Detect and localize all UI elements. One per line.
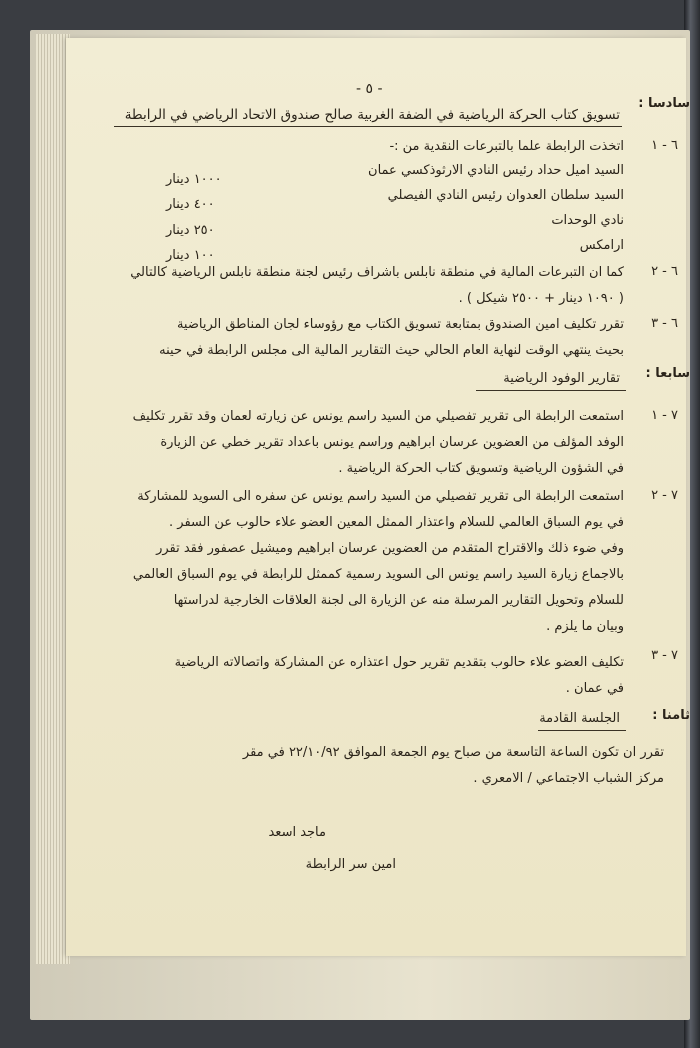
- item-7-1-line-1: استمعت الرابطة الى تقرير تفصيلي من السيد راسم يونس عن زيارته لعمان وقد تقرر تكليف: [132, 409, 624, 424]
- item-7-2-line-1: استمعت الرابطة الى تقرير تفصيلي من السيد راسم يونس عن سفره الى السويد للمشاركة: [137, 489, 624, 504]
- item-6-1-number: ٦ - ١: [651, 138, 678, 153]
- document-page: [66, 38, 690, 956]
- signature-name: ماجد اسعد: [268, 825, 326, 840]
- signature-title: امين سر الرابطة: [305, 857, 396, 872]
- item-7-1-line-2: الوفد المؤلف من العضوين عرسان ابراهيم وراسم يونس باعداد تقرير خطي عن الزيارة: [160, 435, 624, 450]
- item-7-3-number: ٧ - ٣: [651, 648, 678, 663]
- section8-title-underline: [538, 730, 626, 731]
- page-edges: [36, 34, 70, 964]
- donation-amount-2: ٤٠٠ دينار: [166, 197, 215, 212]
- donation-amount-1: ١٠٠٠ دينار: [166, 172, 222, 187]
- item-6-3-number: ٦ - ٣: [651, 316, 678, 331]
- section6-label: سادسا :: [638, 96, 690, 111]
- item-6-2-line-1: كما ان التبرعات المالية في منطقة نابلس باشراف رئيس لجنة منطقة نابلس الرياضية كالتالي: [130, 265, 624, 280]
- item-7-2-line-5: للسلام وتحويل التقارير المرسلة منه عن الزيارة الى لجنة العلاقات الخارجية لدراستها: [173, 593, 624, 608]
- item-6-2-line-2: ( ١٠٩٠ دينار + ٢٥٠٠ شيكل ) .: [458, 291, 624, 306]
- item-6-2-number: ٦ - ٢: [651, 264, 678, 279]
- section7-label: سابعا :: [645, 366, 690, 381]
- donor-line-3: نادي الوحدات: [551, 213, 624, 228]
- item-7-1-line-3: في الشؤون الرياضية وتسويق كتاب الحركة الرياضية .: [338, 461, 624, 476]
- item-7-3-line-1: تكليف العضو علاء حالوب بتقديم تقرير حول اعتذاره عن المشاركة واتصالاته الرياضية: [174, 655, 624, 670]
- item-7-2-line-2: في يوم السباق العالمي للسلام واعتذار الممثل المعين العضو علاء حالوب عن السفر .: [169, 515, 624, 530]
- section8-title: الجلسة القادمة: [539, 711, 620, 726]
- item-6-1-line-1: اتخذت الرابطة علما بالتبرعات النقدية من :-: [389, 139, 624, 154]
- item-7-2-line-3: وفي ضوء ذلك والاقتراح المتقدم من العضوين عرسان ابراهيم وميشيل عصفور فقد تقرر: [156, 541, 624, 556]
- item-7-2-number: ٧ - ٢: [651, 488, 678, 503]
- item-7-1-number: ٧ - ١: [651, 408, 678, 423]
- item-7-2-line-6: وبيان ما يلزم .: [546, 619, 624, 634]
- item-6-3-line-2: بحيث ينتهي الوقت لنهاية العام الحالي حيث التقارير المالية الى مجلس الرابطة في حينه: [159, 343, 624, 358]
- donation-amount-4: ١٠٠ دينار: [166, 248, 215, 263]
- donor-line-1: السيد اميل حداد رئيس النادي الارثوذكسي عمان: [368, 163, 624, 178]
- donor-line-4: ارامكس: [579, 238, 624, 253]
- section6-title-underline: [114, 126, 622, 127]
- donation-amount-3: ٢٥٠ دينار: [166, 223, 215, 238]
- section6-title: تسويق كتاب الحركة الرياضية في الضفة الغربية صالح صندوق الاتحاد الرياضي في الرابطة: [124, 107, 620, 123]
- section7-title-underline: [476, 390, 626, 391]
- section8-line-1: تقرر ان تكون الساعة التاسعة من صباح يوم الجمعة الموافق ٢٢/١٠/٩٢ في مقر: [242, 745, 664, 760]
- item-7-2-line-4: بالاجماع زيارة السيد راسم يونس الى السويد رسمية كممثل للرابطة في يوم السباق العالمي: [132, 567, 624, 582]
- page-number: - ٥ -: [356, 81, 383, 97]
- item-6-3-line-1: تقرر تكليف امين الصندوق بمتابعة تسويق الكتاب مع رؤوساء لجان المناطق الرياضية: [176, 317, 624, 332]
- section8-line-2: مركز الشباب الاجتماعي / الامعري .: [473, 771, 664, 786]
- item-7-3-line-2: في عمان .: [565, 681, 624, 696]
- section7-title: تقارير الوفود الرياضية: [503, 371, 620, 386]
- section8-label: ثامنا :: [652, 708, 690, 723]
- donor-line-2: السيد سلطان العدوان رئيس النادي الفيصلي: [387, 188, 624, 203]
